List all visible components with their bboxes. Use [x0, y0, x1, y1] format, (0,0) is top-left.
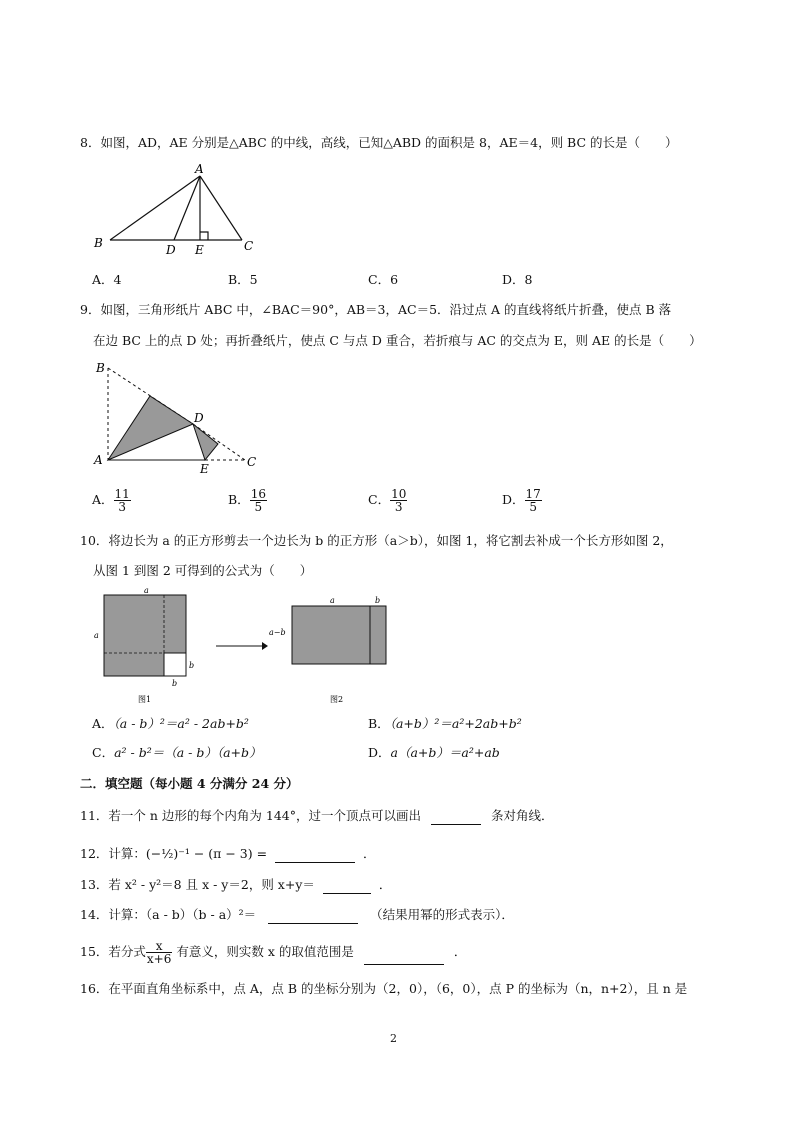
q13-blank[interactable] [323, 879, 371, 894]
q9-option-b[interactable]: B． $\frac{16}{5}$ [228, 487, 266, 514]
fig1-b-right: b [189, 661, 195, 670]
q10-arrow [214, 640, 270, 652]
q10-figure2 [266, 592, 396, 708]
q11-blank[interactable] [431, 810, 481, 825]
q8-option-c[interactable]: C．6 [368, 272, 399, 287]
fig2-b-top: b [375, 596, 381, 605]
q8-label-b: B [94, 236, 103, 250]
q16-text: 16．在平面直角坐标系中，点 A，点 B 的坐标分别为（2，0），（6，0），点 P 的坐标为（n，n+2），且 n 是 [80, 981, 688, 996]
fig1-a-left: a [94, 631, 99, 640]
q8-label-c: C [244, 239, 254, 253]
q12-expression: (−½)⁻¹ − (π − 3) = [145, 846, 268, 861]
fig2-a-top: a [330, 596, 335, 605]
q9-label-a: A [94, 453, 103, 467]
q9-option-c[interactable]: C． $\frac{10}{3}$ [368, 487, 407, 514]
page-number: 2 [390, 1032, 397, 1045]
fig1-b-bottom: b [172, 679, 178, 688]
q14-blank[interactable] [268, 909, 358, 924]
q11: 11．若一个 n 边形的每个内角为 144°，过一个顶点可以画出 条对角线． [80, 808, 554, 823]
q8-label-d: D [166, 243, 176, 257]
fig1-caption: 图1 [138, 695, 152, 704]
q8-text: 8．如图，AD，AE 分别是△ABC 的中线，高线，已知△ABD 的面积是 8，AE＝4，则 BC 的长是（ ） [80, 135, 678, 150]
q9-label-e: E [200, 462, 209, 476]
q14: 14．计算：（a - b）（b - a）²＝ （结果用幂的形式表示）． [80, 907, 514, 922]
q9-line2: 在边 BC 上的点 D 处；再折叠纸片，使点 C 与点 D 重合，若折痕与 AC 的交点为 E，则 AE 的长是（ ） [93, 333, 702, 348]
q10-line1: 10．将边长为 a 的正方形剪去一个边长为 b 的正方形（a＞b），如图 1，将它割去补成一个长方形如图 2， [80, 533, 673, 548]
fig2-caption: 图2 [330, 695, 344, 704]
q10-option-d[interactable]: D．a（a+b）＝a²+ab [368, 745, 500, 760]
q15-fraction: $\frac{x}{x+6}$ [146, 939, 172, 966]
q10-option-a[interactable]: A．（a - b）²＝a² - 2ab+b² [92, 716, 249, 731]
q9-option-d[interactable]: D． $\frac{17}{5}$ [502, 487, 541, 514]
q8-figure [88, 160, 268, 258]
q15-blank[interactable] [364, 950, 444, 965]
q8-option-d[interactable]: D．8 [502, 272, 533, 287]
q13: 13．若 x² - y²＝8 且 x - y＝2，则 x+y＝ ． [80, 877, 392, 892]
q9-line1: 9．如图，三角形纸片 ABC 中，∠BAC＝90°，AB＝3，AC＝5．沿过点 A 的直线将纸片折叠，使点 B 落 [80, 302, 672, 317]
q10-figure1 [90, 586, 200, 708]
q9-figure [90, 358, 270, 476]
fig2-side: a−b [269, 628, 286, 637]
q10-option-c[interactable]: C．a² - b²＝（a - b）（a+b） [92, 745, 262, 760]
q9-label-b: B [96, 361, 105, 375]
q12-blank[interactable] [275, 848, 355, 863]
q8-label-e: E [195, 243, 204, 257]
q8-label-a: A [195, 162, 204, 176]
q12: 12．计算：(−½)⁻¹ − (π − 3) = ． [80, 846, 376, 861]
q8-option-b[interactable]: B．5 [228, 272, 258, 287]
fig1-a-top: a [144, 586, 149, 595]
section2-title: 二．填空题（每小题 4 分满分 24 分） [80, 776, 299, 791]
q10-line2: 从图 1 到图 2 可得到的公式为（ ） [93, 563, 313, 578]
q9-label-d: D [194, 411, 204, 425]
q9-label-c: C [247, 455, 257, 469]
q9-option-a[interactable]: A． $\frac{11}{3}$ [92, 487, 130, 514]
q8-option-a[interactable]: A．4 [92, 272, 122, 287]
q15: 15．若分式 $\frac{x}{x+6}$ 有意义，则实数 x 的取值范围是 ． [80, 939, 467, 966]
q10-option-b[interactable]: B．（a+b）²＝a²+2ab+b² [368, 716, 522, 731]
